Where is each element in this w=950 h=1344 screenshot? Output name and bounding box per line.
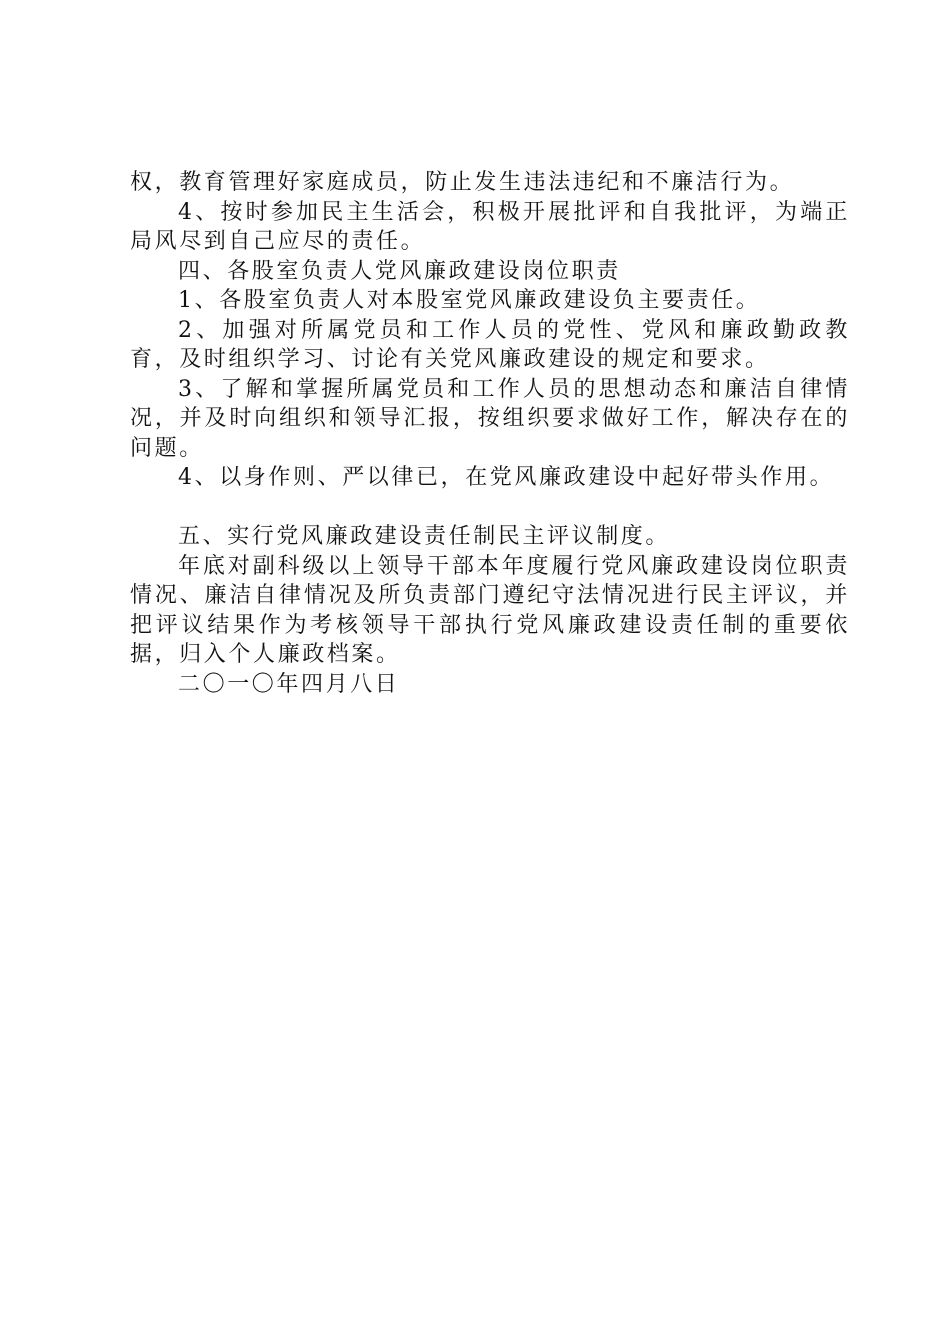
paragraph-item-4-democratic-life: 4、按时参加民主生活会，积极开展批评和自我批评，为端正局风尽到自己应尽的责任。 <box>130 199 850 254</box>
paragraph-item-3-monitoring: 3、了解和掌握所属党员和工作人员的思想动态和廉洁自律情况，并及时向组织和领导汇报，按组织要求做好工作，解决存在的问题。 <box>130 376 850 461</box>
paragraph-item-1-responsibility: 1、各股室负责人对本股室党风廉政建设负主要责任。 <box>178 288 761 313</box>
paragraph-family-conduct: 权，教育管理好家庭成员，防止发生违法违纪和不廉洁行为。 <box>130 170 795 195</box>
paragraph-item-4-example: 4、以身作则、严以律已，在党风廉政建设中起好带头作用。 <box>178 465 835 490</box>
blank-line <box>130 493 850 523</box>
document-date: 二〇一〇年四月八日 <box>178 671 400 697</box>
paragraph-item-2-education: 2、加强对所属党员和工作人员的党性、党风和廉政勤政教育，及时组织学习、讨论有关党风廉政建设的规定和要求。 <box>130 317 850 372</box>
paragraph-annual-evaluation: 年底对副科级以上领导干部本年度履行党风廉政建设岗位职责情况、廉洁自律情况及所负责部门遵纪守法情况进行民主评议，并把评议结果作为考核领导干部执行党风廉政建设责任制的重要依据，归入个人廉政档案。 <box>130 553 850 667</box>
section-heading-5: 五、实行党风廉政建设责任制民主评议制度。 <box>178 524 671 549</box>
section-heading-4: 四、各股室负责人党风廉政建设岗位职责 <box>178 258 621 284</box>
document-body <box>130 168 850 699</box>
